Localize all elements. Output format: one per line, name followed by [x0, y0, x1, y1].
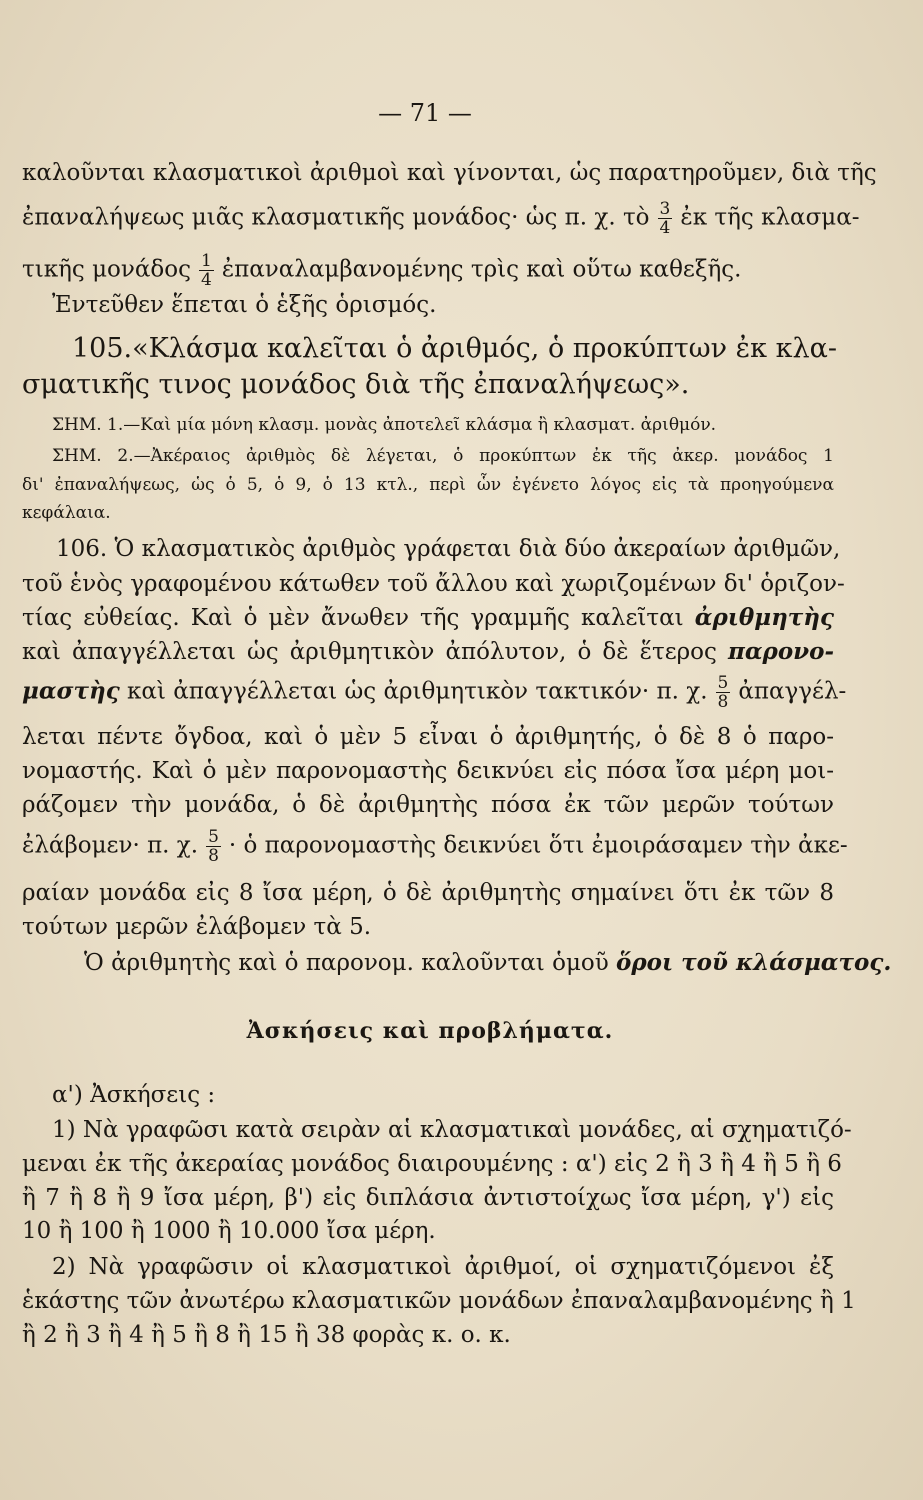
fraction-five-eighths-example: $\frac{5}{8}$ — [208, 827, 219, 866]
exercise-line: μεναι ἐκ τῆς ἀκεραίας μονάδος διαιρουμένης : α') εἰς 2 ἢ 3 ἢ 4 ἢ 5 ἢ 6 — [22, 1151, 842, 1177]
exercise-line: 2) Νὰ γραφῶσιν οἱ κλασματικοὶ ἀριθμοί, οἱ σχηματιζόμενοι ἐξ — [52, 1254, 834, 1280]
term-terms-of-fraction: ὅροι τοῦ κλάσματος. — [616, 949, 892, 976]
text-line: καὶ ἀπαγγέλλεται ὡς ἀριθμητικὸν ἀπόλυτον, ὁ δὲ ἕτερος παρονο- — [22, 638, 834, 665]
text-line: νομαστής. Καὶ ὁ μὲν παρονομαστὴς δεικνύει εἰς πόσα ἴσα μέρη μοι- — [22, 758, 834, 784]
definition-line: 105.«Κλάσμα καλεῖται ὁ ἀριθμός, ὁ προκύπτων ἐκ κλα- — [72, 333, 837, 364]
text-line: τούτων μερῶν ἐλάβομεν τὰ 5. — [22, 914, 372, 940]
text-line: λεται πέντε ὄγδοα, καὶ ὁ μὲν 5 εἶναι ὁ ἀριθμητής, ὁ δὲ 8 ὁ παρο- — [22, 724, 834, 750]
subsection-label: α') Ἀσκήσεις : — [52, 1082, 216, 1108]
term-denominator-cont: μαστὴς — [22, 677, 120, 705]
exercise-line: ἢ 2 ἢ 3 ἢ 4 ἢ 5 ἢ 8 ἢ 15 ἢ 38 φορὰς κ. ο. κ. — [22, 1322, 511, 1348]
fraction-three-quarters: $\frac{3}{4}$ — [659, 199, 671, 238]
note-line: κεφάλαια. — [22, 503, 111, 523]
text-line: τίας εὐθείας. Καὶ ὁ μὲν ἄνωθεν τῆς γραμμῆς καλεῖται ἀριθμητὴς — [22, 604, 835, 631]
term-numerator: ἀριθμητὴς — [694, 604, 835, 631]
note-line: ΣΗΜ. 2.—Ἀκέραιος ἀριθμὸς δὲ λέγεται, ὁ προκύπτων ἐκ τῆς ἀκερ. μονάδος 1 — [52, 446, 834, 466]
section-heading: Ἀσκήσεις καὶ προβλήματα. — [246, 1018, 614, 1044]
exercise-line: 1) Νὰ γραφῶσι κατὰ σειρὰν αἱ κλασματικαὶ μονάδες, αἱ σχηματιζό- — [52, 1117, 852, 1143]
exercise-line: 10 ἢ 100 ἢ 1000 ἢ 10.000 ἴσα μέρη. — [22, 1218, 436, 1244]
exercise-line: ἢ 7 ἢ 8 ἢ 9 ἴσα μέρη, β') εἰς διπλάσια ἀντιστοίχως ἴσα μέρη, γ') εἰς — [22, 1185, 834, 1211]
text-line: τικῆς μονάδος $\frac{1}{4}$ ἐπαναλαμβανομένης τρὶς καὶ οὕτω καθεξῆς. — [22, 251, 742, 290]
exercise-line: ἑκάστης τῶν ἀνωτέρω κλασματικῶν μονάδων ἐπαναλαμβανομένης ἢ 1 — [22, 1288, 856, 1314]
text-line: ἐπαναλήψεως μιᾶς κλασματικῆς μονάδος· ὡς π. χ. τὸ $\frac{3}{4}$ ἐκ τῆς κλασμα- — [22, 199, 860, 238]
text-line: 106. Ὁ κλασματικὸς ἀριθμὸς γράφεται διὰ δύο ἀκεραίων ἀριθμῶν, — [56, 536, 841, 562]
definition-line: σματικῆς τινος μονάδος διὰ τῆς ἐπαναλήψεως». — [22, 369, 690, 400]
text-line: Ὁ ἀριθμητὴς καὶ ὁ παρονομ. καλοῦνται ὁμοῦ ὅροι τοῦ κλάσματος. — [84, 949, 892, 976]
text-line: ραίαν μονάδα εἰς 8 ἴσα μέρη, ὁ δὲ ἀριθμητὴς σημαίνει ὅτι ἐκ τῶν 8 — [22, 880, 834, 906]
text-line: τοῦ ἑνὸς γραφομένου κάτωθεν τοῦ ἄλλου καὶ χωριζομένων δι' ὁριζον- — [22, 571, 845, 597]
page-number: — 71 — — [378, 99, 472, 127]
text-line: μαστὴς καὶ ἀπαγγέλλεται ὡς ἀριθμητικὸν τακτικόν· π. χ. $\frac{5}{8}$ ἀπαγγέλ- — [22, 673, 847, 712]
fraction-one-quarter: $\frac{1}{4}$ — [200, 251, 212, 290]
text-line: ἐλάβομεν· π. χ. $\frac{5}{8}$ · ὁ παρονομαστὴς δεικνύει ὅτι ἐμοιράσαμεν τὴν ἀκε- — [22, 827, 848, 866]
text-line: Ἐντεῦθεν ἕπεται ὁ ἑξῆς ὁρισμός. — [52, 292, 437, 318]
term-denominator: παρονο- — [727, 638, 834, 665]
text-line: ράζομεν τὴν μονάδα, ὁ δὲ ἀριθμητὴς πόσα ἐκ τῶν μερῶν τούτων — [22, 792, 834, 818]
text-line: καλοῦνται κλασματικοὶ ἀριθμοὶ καὶ γίνονται, ὡς παρατηροῦμεν, διὰ τῆς — [22, 160, 877, 186]
fraction-five-eighths: $\frac{5}{8}$ — [717, 673, 729, 712]
note-line: ΣΗΜ. 1.—Καὶ μία μόνη κλασμ. μονὰς ἀποτελεῖ κλάσμα ἢ κλασματ. ἀριθμόν. — [52, 415, 717, 435]
note-line: δι' ἐπαναλήψεως, ὡς ὁ 5, ὁ 9, ὁ 13 κτλ., περὶ ὧν ἐγένετο λόγος εἰς τὰ προηγούμενα — [22, 475, 834, 495]
